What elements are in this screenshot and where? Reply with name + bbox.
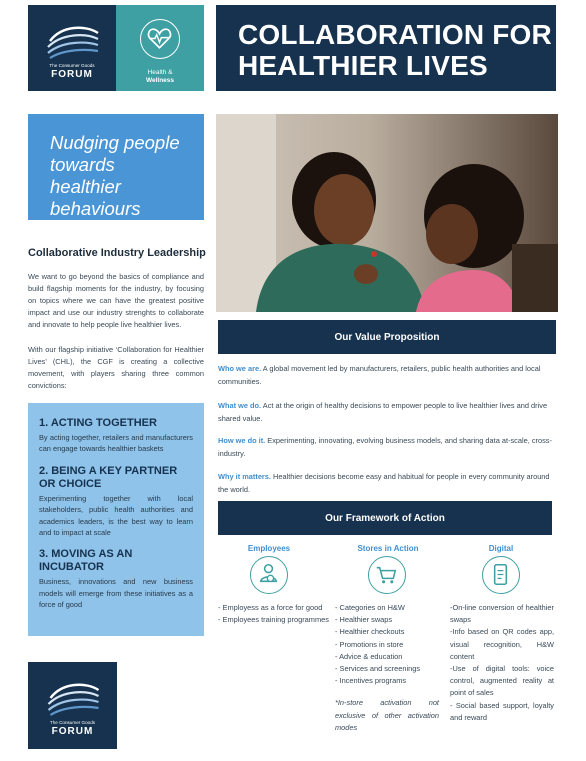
value-proposition-header (218, 320, 556, 354)
stores-list (335, 602, 445, 734)
conviction-text: Experimenting together with local stakeholders, public health authorities and academics leaders, is the best way to learn and to impact at scale (39, 493, 193, 538)
convictions-box (28, 403, 204, 636)
page-title (216, 5, 556, 91)
value-item (218, 400, 556, 425)
logo-subtitle: The Consumer Goods (49, 720, 96, 725)
value-text: Experimenting, innovating, evolving business models, and sharing data at-scale, cross-industry. (218, 436, 552, 458)
cart-icon (368, 556, 406, 594)
section-title: Collaborative Industry Leadership (28, 247, 206, 259)
framework-header (218, 501, 552, 535)
title-line-2: HEALTHIER LIVES (238, 50, 488, 81)
conviction-item (39, 417, 193, 455)
list-item: - Healthier swaps (335, 615, 393, 625)
value-text: Healthier decisions become easy and habitual for people in every community around the world. (218, 472, 550, 494)
list-item: - Healthier checkouts (335, 627, 405, 637)
hw-label-line2: Wellness (145, 77, 175, 84)
framework-column-title: Digital (488, 544, 514, 553)
value-item (218, 363, 556, 388)
value-text: Act at the origin of healthy decisions to empower people to live healthier lives and drive shared value. (218, 401, 548, 423)
stores-note: *In-store activation not exclusive of other activation modes (335, 698, 439, 732)
logo-subtitle: The Consumer Goods (49, 63, 95, 68)
logo-forum-text: FORUM (51, 726, 94, 737)
value-lead: How we do it. (218, 436, 266, 445)
conviction-title: 3. MOVING AS AN INCUBATOR (39, 548, 133, 574)
value-item (218, 435, 556, 460)
logo-forum-text: FORUM (51, 69, 93, 80)
list-item: -On-line conversion of healthier swaps (450, 603, 554, 625)
heart-pulse-icon (140, 19, 180, 59)
logo-wave-icon (28, 668, 117, 728)
framework-column-title: Employees (247, 544, 291, 553)
digital-list (450, 602, 554, 724)
health-wellness-badge (116, 5, 204, 91)
value-item (218, 471, 556, 496)
value-lead: Who we are. (218, 364, 262, 373)
list-item: - Incentives programs (335, 676, 407, 686)
hero-photo (216, 114, 558, 312)
phone-icon (482, 556, 520, 594)
list-item: - Services and screenings (335, 664, 421, 674)
employee-icon (250, 556, 288, 594)
value-proposition-title: Our Value Proposition (334, 331, 440, 343)
value-lead: Why it matters. (218, 472, 271, 481)
list-item: - Social based support, loyalty and reward (450, 700, 554, 722)
conviction-title: 2. BEING A KEY PARTNER OR CHOICE (39, 464, 178, 490)
employees-list (218, 602, 330, 626)
conviction-title: 1. ACTING TOGETHER (39, 417, 157, 429)
list-item: - Categories on H&W (335, 603, 405, 612)
value-lead: What we do. (218, 401, 262, 410)
framework-title: Our Framework of Action (325, 512, 445, 524)
tagline-box (28, 114, 204, 220)
value-text: A global movement led by manufacturers, retailers, public health authorities and local communities. (218, 364, 541, 386)
conviction-text: Business, innovations and new business models will emerge from these initiatives as a force of good (39, 577, 193, 610)
list-item: - Employess as a force for good (218, 603, 323, 612)
list-item: -Info based on QR codes app, visual recognition, H&W content (450, 627, 554, 661)
list-item: -Use of digital tools: voice control, augmented reality at point of sales (450, 664, 554, 698)
consumer-goods-forum-logo (28, 5, 116, 91)
logo-wave-icon (28, 11, 116, 71)
conviction-item (39, 465, 193, 539)
conviction-item (39, 548, 193, 610)
initiative-paragraph: With our flagship initiative ‘Collaboration for Healthier Lives’ (CHL), the CGF is creating a collective movement, with players sharing three common convictions: (28, 345, 204, 391)
tagline-text: Nudging people towards healthier behaviours (50, 132, 180, 219)
list-item: - Promotions in store (335, 639, 404, 649)
title-line-1: COLLABORATION FOR (238, 19, 552, 50)
consumer-goods-forum-logo-bottom (28, 662, 117, 749)
framework-column-title: Stores in Action (357, 544, 419, 553)
conviction-text: By acting together, retailers and manufacturers can engage towards healthier baskets (39, 433, 193, 454)
list-item: - Employees training programmes (218, 615, 329, 625)
list-item: - Advice & education (335, 651, 403, 661)
intro-paragraph: We want to go beyond the basics of compliance and build flagship moments for the industry, by focusing on topics where we can have the greatest positive impact and use our industry strenghts to collaborate and innovate to help people live healthier lives. (28, 272, 204, 330)
hw-label-line1: Health & (147, 69, 173, 76)
